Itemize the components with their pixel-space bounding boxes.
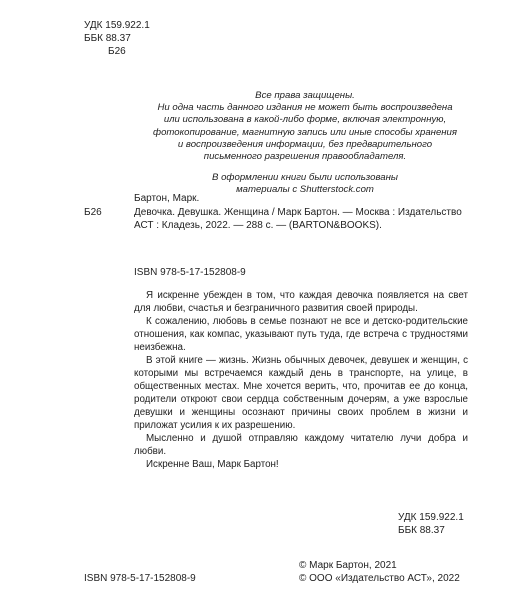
udk-code: УДК 159.922.1 [398,512,464,523]
record-description: Девочка. Девушка. Женщина / Марк Бартон. — Москва : Издательство АСТ : Кладезь, 2022. — 288 с. — (BARTON&BOOKS). [134,206,462,231]
header-classification-codes [84,19,150,58]
copyright-author: © Марк Бартон, 2021 [299,560,397,571]
annotation-paragraph: Я искренне убежден в том, что каждая девочка появляется на свет для любви, счастья и безграничного развития своей природы. [134,290,468,314]
annotation-paragraph: Искренне Ваш, Марк Бартон! [146,459,279,470]
rights-line: и воспроизведения информации, без предварительного [177,138,433,150]
rights-line: Все права защищены. [255,90,355,101]
bbk-code: ББК 88.37 [84,33,131,44]
rights-line: Ни одна часть данного издания не может быть воспроизведена [157,102,453,114]
footer-isbn: ISBN 978-5-17-152808-9 [84,573,196,584]
copyright-publisher: © ООО «Издательство АСТ», 2022 [299,573,460,584]
illustration-credit-line: материалы с Shutterstock.com [236,184,374,196]
record-mark: Б26 [84,206,102,218]
illustration-credit-line: В оформлении книги были использованы [212,172,398,184]
annotation-paragraph: К сожалению, любовь в семье познают не все и детско-родительские отношения, как компас, указывают путь туда, где встреча с трудностями неизбежна. [134,316,468,353]
footer-classification-codes [398,511,464,537]
annotation-paragraph: В этой книге — жизнь. Жизнь обычных девочек, девушек и женщин, с которыми мы встречаемся каждый день в транспорте, на улице, в общественных местах. Мне хочется верить, что, прочитав ее до конца, родители откроют свои сердца собственным дочерям, а уже взрослые девушки и женщины осознают причины своих проблем в жизни и приложат усилия к их разрешению. [134,355,468,431]
annotation [134,289,468,471]
author-mark: Б26 [108,46,126,57]
udk-code: УДК 159.922.1 [84,20,150,31]
copyright-block [299,559,460,585]
annotation-paragraph: Мысленно и душой отправляю каждому читателю лучи добра и любви. [134,433,468,457]
bibliographic-record [84,192,464,233]
rights-line: письменного разрешения правообладателя. [203,151,407,163]
rights-line: фотокопирование, магнитную запись или иные способы хранения [152,126,458,138]
rights-line: или использована в какой-либо форме, включая электронную, [163,114,447,126]
record-author: Бартон, Марк. [134,193,200,204]
rights-notice [140,90,470,197]
isbn-main: ISBN 978-5-17-152808-9 [134,267,246,278]
bbk-code: ББК 88.37 [398,525,445,536]
